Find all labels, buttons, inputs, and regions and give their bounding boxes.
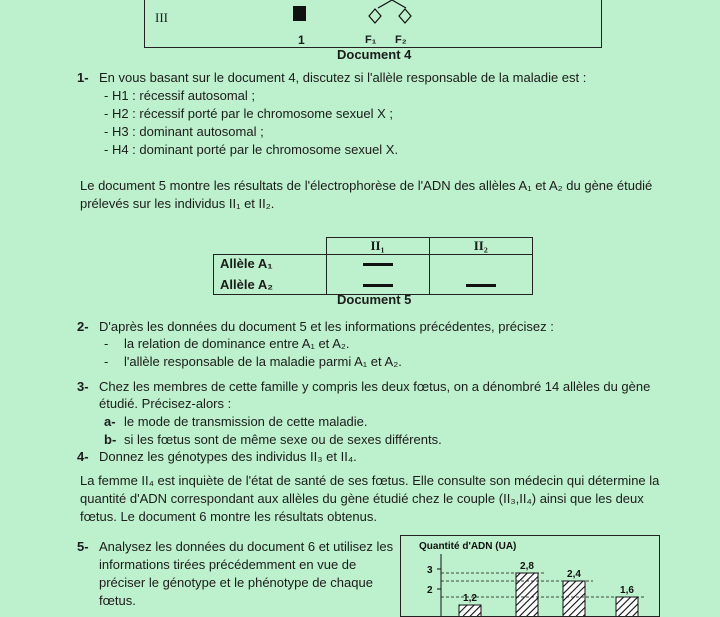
bar-value-label: 1,6	[620, 585, 634, 596]
chart-marks	[427, 561, 646, 616]
band-ii2-a2	[466, 284, 496, 287]
fetus-label-1: F₁	[365, 34, 377, 46]
row-label-a1: Allèle A₁	[220, 256, 273, 271]
question-2-number: 2-	[77, 319, 89, 334]
question-4-text: Donnez les génotypes des individus II₃ et II₄.	[99, 449, 357, 464]
fetus-label-2: F₂	[395, 34, 407, 46]
fetus-symbol-2	[399, 9, 411, 23]
bar-1	[459, 605, 481, 616]
question-2-bullet-2: l'allèle responsable de la maladie parmi A₁ et A₂.	[124, 354, 402, 369]
y-tick-label: 3	[427, 565, 433, 576]
question-5-line4: fœtus.	[99, 593, 136, 608]
question-4-number: 4-	[77, 449, 89, 464]
question-3a-text: le mode de transmission de cette maladie.	[124, 414, 368, 429]
individual-label-1: 1	[298, 33, 305, 47]
question-1-number: 1-	[77, 70, 89, 85]
question-3b-text: si les fœtus sont de même sexe ou de sexes différents.	[124, 432, 442, 447]
question-5-line3: préciser le génotype et le phénotype de chaque	[99, 575, 373, 590]
bullet-dash: -	[104, 354, 109, 369]
bullet-dash: -	[104, 336, 109, 351]
question-5-number: 5-	[77, 539, 89, 554]
doc5-intro-line2: prélevés sur les individus II₁ et II₂.	[80, 196, 275, 211]
bar-value-label: 1,2	[463, 593, 477, 604]
question-3-line1: Chez les membres de cette famille y compris les deux fœtus, on a dénombré 14 allèles du gène	[99, 379, 651, 394]
chart-y-axis-label: Quantité d'ADN (UA)	[419, 541, 517, 552]
lane-ii1	[326, 255, 429, 295]
question-3a-label: a-	[104, 414, 116, 429]
doc6-paragraph-line1: La femme II₄ est inquiète de l'état de santé de ses fœtus. Elle consulte son médecin qui détermine la	[80, 473, 660, 488]
band-ii1-a2	[363, 284, 393, 287]
generation-label: III	[155, 10, 168, 25]
question-3b-label: b-	[104, 432, 117, 447]
question-2-text: D'après les données du document 5 et les informations précédentes, précisez :	[99, 319, 554, 334]
bar-2	[516, 573, 538, 616]
band-ii1-a1	[363, 263, 393, 266]
document-5-caption: Document 5	[337, 292, 412, 307]
doc6-paragraph-line2: quantité d'ADN correspondant aux allèles du gène étudié chez le couple (II₃,II₄) ainsi que les deux	[80, 491, 644, 506]
question-3-line2: étudié. Précisez-alors :	[99, 396, 232, 411]
fetus-symbol-1	[369, 9, 381, 23]
doc5-intro-line1: Le document 5 montre les résultats de l'électrophorèse de l'ADN des allèles A₁ et A₂ du gène étudié	[80, 178, 653, 193]
table-corner	[214, 238, 327, 255]
allele-rows-label	[214, 255, 327, 295]
affected-male-symbol	[293, 6, 306, 21]
electrophoresis-table	[213, 237, 533, 295]
column-header-ii1: II₁	[326, 238, 429, 255]
chart-svg	[401, 536, 659, 616]
row-label-a2: Allèle A₂	[220, 277, 273, 292]
question-5-line1: Analysez les données du document 6 et utilisez les	[99, 539, 394, 554]
document-4-caption: Document 4	[337, 47, 412, 62]
line-fetus	[378, 0, 392, 8]
bar-3	[563, 581, 585, 616]
hypothesis-h2: - H2 : récessif porté par le chromosome sexuel X ;	[104, 106, 394, 121]
hypothesis-h1: - H1 : récessif autosomal ;	[104, 88, 255, 103]
dna-quantity-chart	[400, 535, 660, 617]
bar-value-label: 2,8	[520, 561, 534, 572]
question-3-number: 3-	[77, 379, 89, 394]
doc6-paragraph-line3: fœtus. Le document 6 montre les résultats obtenus.	[80, 509, 377, 524]
question-2-bullet-1: la relation de dominance entre A₁ et A₂.	[124, 336, 350, 351]
hypothesis-h4: - H4 : dominant porté par le chromosome sexuel X.	[104, 142, 399, 157]
column-header-ii2: II₂	[429, 238, 533, 255]
y-tick-label: 2	[427, 585, 433, 596]
lane-ii2	[429, 255, 533, 295]
question-5-line2: informations tirées précédemment en vue de	[99, 557, 357, 572]
bar-value-label: 2,4	[567, 569, 581, 580]
question-1-text: En vous basant sur le document 4, discutez si l'allèle responsable de la maladie est :	[99, 70, 587, 85]
hypothesis-h3: - H3 : dominant autosomal ;	[104, 124, 264, 139]
